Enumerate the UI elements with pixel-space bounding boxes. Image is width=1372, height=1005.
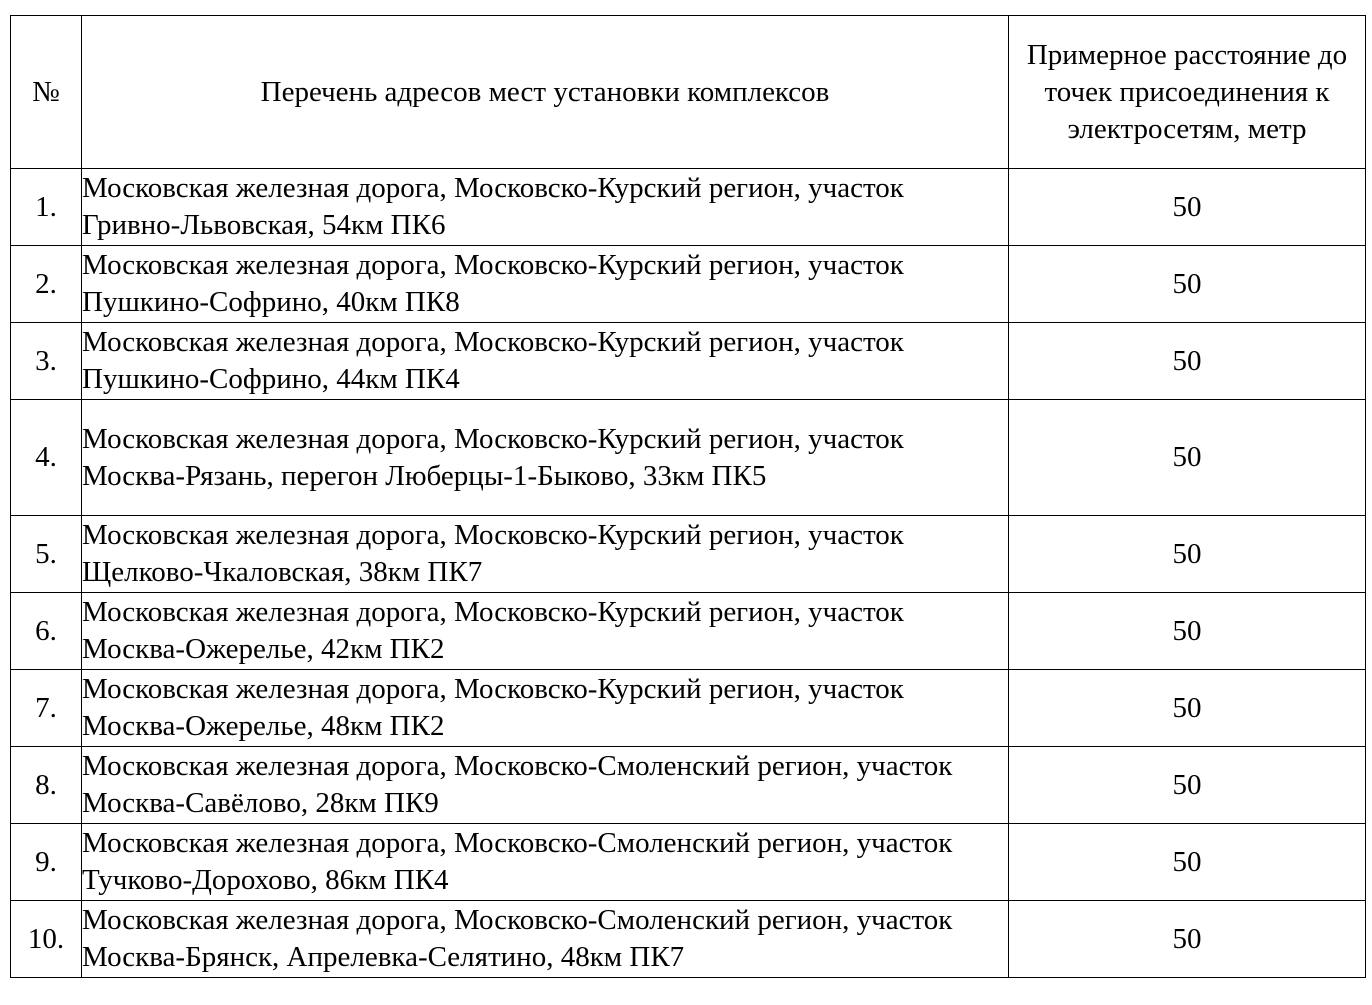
row-distance: 50 — [1009, 901, 1366, 978]
table-row — [11, 901, 1366, 978]
table-row — [11, 169, 1366, 246]
row-number: 3. — [11, 323, 82, 400]
row-distance: 50 — [1009, 246, 1366, 323]
table-row — [11, 747, 1366, 824]
row-address: Московская железная дорога, Московско-Курский регион, участок Москва-Ожерелье, 48км ПК2 — [82, 670, 1009, 747]
row-distance: 50 — [1009, 169, 1366, 246]
row-number: 4. — [11, 400, 82, 516]
row-address: Московская железная дорога, Московско-Курский регион, участок Пушкино-Софрино, 44км ПК4 — [82, 323, 1009, 400]
table-row — [11, 246, 1366, 323]
row-distance: 50 — [1009, 593, 1366, 670]
row-distance: 50 — [1009, 747, 1366, 824]
row-address: Московская железная дорога, Московско-Смоленский регион, участок Тучково-Дорохово, 86км ПК4 — [82, 824, 1009, 901]
row-distance: 50 — [1009, 400, 1366, 516]
row-number: 8. — [11, 747, 82, 824]
row-number: 10. — [11, 901, 82, 978]
row-address: Московская железная дорога, Московско-Смоленский регион, участок Москва-Савёлово, 28км ПК9 — [82, 747, 1009, 824]
row-number: 1. — [11, 169, 82, 246]
row-distance: 50 — [1009, 516, 1366, 593]
addresses-table — [10, 15, 1366, 978]
table-header-row — [11, 16, 1366, 169]
row-address: Московская железная дорога, Московско-Курский регион, участок Москва-Рязань, перегон Люберцы-1-Быково, 33км ПК5 — [82, 400, 1009, 516]
row-address: Московская железная дорога, Московско-Смоленский регион, участок Москва-Брянск, Апрелевка-Селятино, 48км ПК7 — [82, 901, 1009, 978]
row-distance: 50 — [1009, 323, 1366, 400]
row-address: Московская железная дорога, Московско-Курский регион, участок Москва-Ожерелье, 42км ПК2 — [82, 593, 1009, 670]
header-address-list: Перечень адресов мест установки комплексов — [82, 16, 1009, 169]
table-row — [11, 400, 1366, 516]
header-distance: Примерное расстояние до точек присоединения к электросетям, метр — [1009, 16, 1366, 169]
row-address: Московская железная дорога, Московско-Курский регион, участок Гривно-Львовская, 54км ПК6 — [82, 169, 1009, 246]
row-number: 7. — [11, 670, 82, 747]
table-row — [11, 516, 1366, 593]
table-row — [11, 323, 1366, 400]
table-row — [11, 824, 1366, 901]
row-number: 9. — [11, 824, 82, 901]
row-number: 5. — [11, 516, 82, 593]
table-row — [11, 670, 1366, 747]
table-row — [11, 593, 1366, 670]
header-number: № — [11, 16, 82, 169]
row-address: Московская железная дорога, Московско-Курский регион, участок Пушкино-Софрино, 40км ПК8 — [82, 246, 1009, 323]
row-address: Московская железная дорога, Московско-Курский регион, участок Щелково-Чкаловская, 38км ПК7 — [82, 516, 1009, 593]
row-distance: 50 — [1009, 824, 1366, 901]
row-number: 2. — [11, 246, 82, 323]
row-distance: 50 — [1009, 670, 1366, 747]
row-number: 6. — [11, 593, 82, 670]
